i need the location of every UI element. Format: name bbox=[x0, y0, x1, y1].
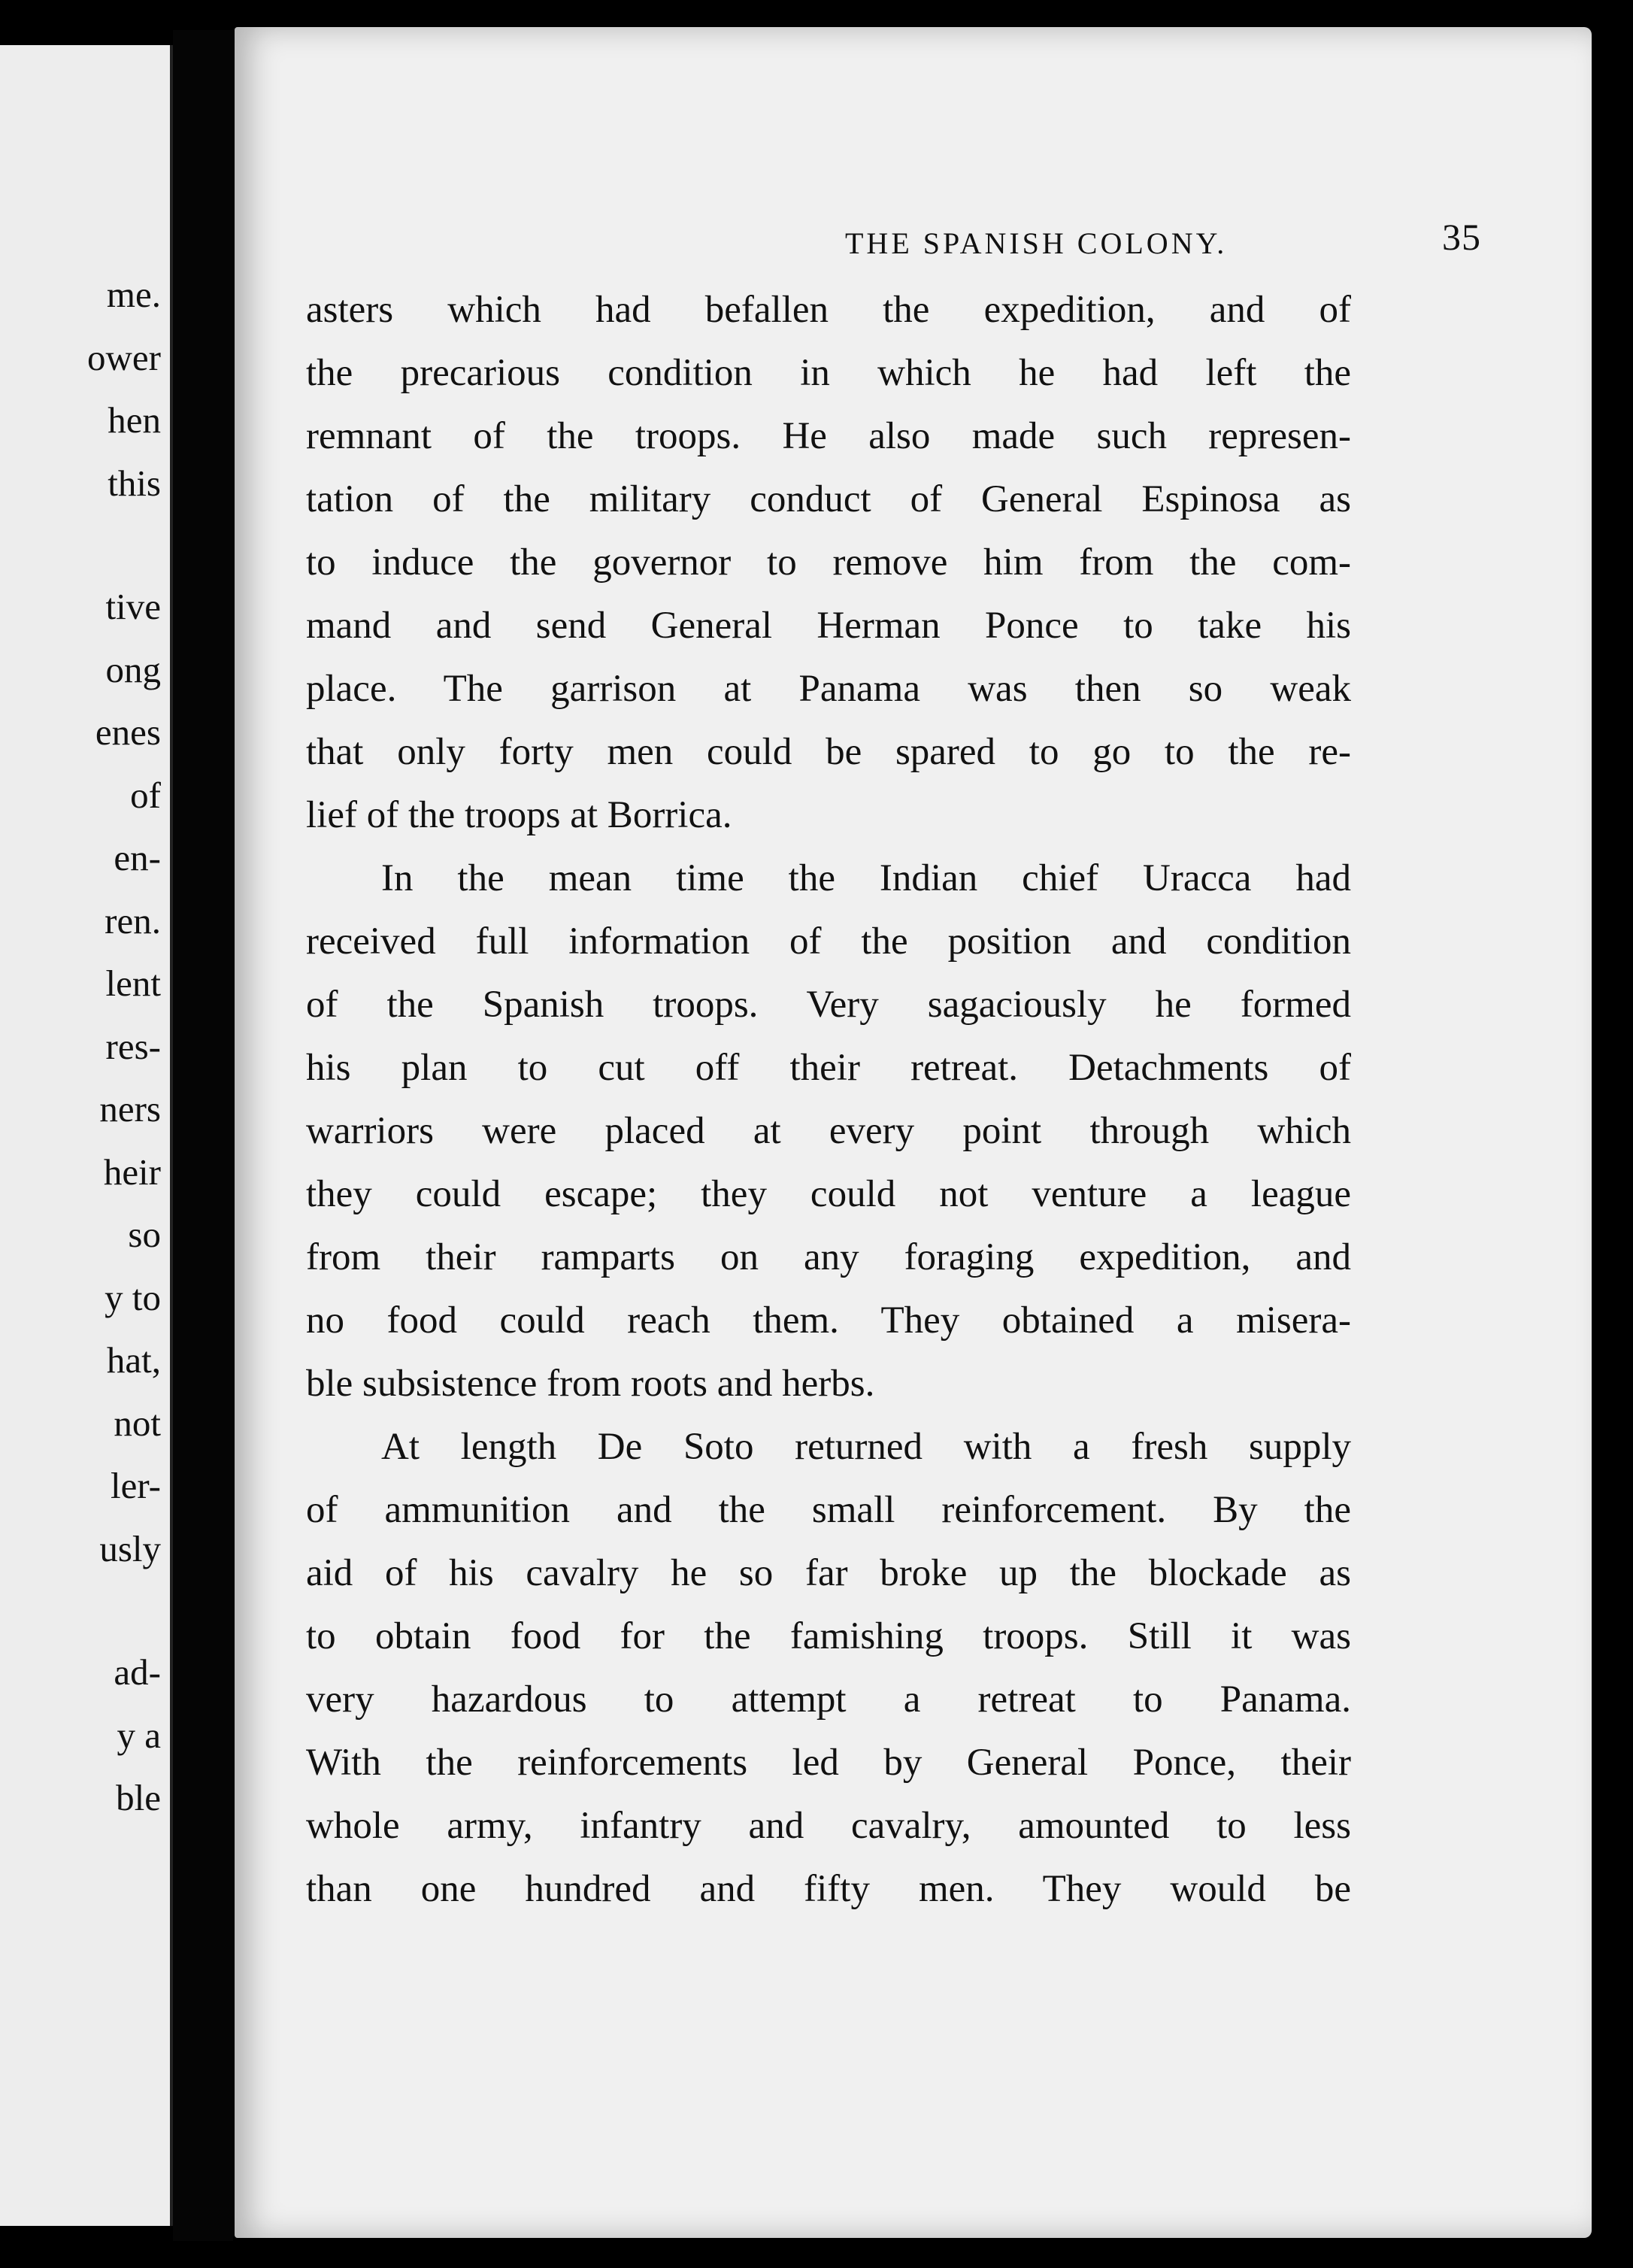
text-line: very hazardous to attempt a retreat to Panama. bbox=[306, 1678, 1351, 1721]
left-fragment: ad- bbox=[114, 1651, 161, 1693]
left-fragment-gap bbox=[0, 514, 161, 575]
text-line: the precarious condition in which he had left the bbox=[306, 352, 1351, 394]
left-fragment: hat, bbox=[106, 1339, 161, 1381]
text-line: of ammunition and the small reinforcement. By the bbox=[306, 1489, 1351, 1531]
left-fragment: of bbox=[130, 774, 161, 816]
text-line: from their ramparts on any foraging expedition, and bbox=[306, 1236, 1351, 1278]
text-line: to induce the governor to remove him from the com- bbox=[306, 541, 1351, 584]
left-fragment: ong bbox=[105, 648, 161, 690]
left-fragment: y a bbox=[117, 1714, 161, 1756]
left-fragment-gap bbox=[0, 1580, 161, 1641]
text-line: of the Spanish troops. Very sagaciously he formed bbox=[306, 984, 1351, 1026]
paragraph-3 bbox=[306, 1415, 1351, 1921]
left-page-line-fragments bbox=[0, 263, 161, 1830]
text-line: whole army, infantry and cavalry, amounted to less bbox=[306, 1805, 1351, 1847]
left-fragment: heir bbox=[103, 1151, 161, 1193]
text-line: no food could reach them. They obtained a misera- bbox=[306, 1299, 1351, 1342]
text-line: aid of his cavalry he so far broke up the blockade as bbox=[306, 1552, 1351, 1594]
book-gutter bbox=[173, 30, 233, 2241]
text-line: With the reinforcements led by General Ponce, their bbox=[306, 1742, 1351, 1784]
text-line: In the mean time the Indian chief Uracca had bbox=[381, 857, 1351, 899]
text-line: his plan to cut off their retreat. Detachments of bbox=[306, 1047, 1351, 1089]
paragraph-2 bbox=[306, 847, 1351, 1415]
text-line: tation of the military conduct of General Espinosa as bbox=[306, 478, 1351, 520]
left-fragment: lent bbox=[105, 963, 161, 1004]
text-line: mand and send General Herman Ponce to take his bbox=[306, 605, 1351, 647]
body-text bbox=[306, 278, 1351, 1921]
left-fragment: this bbox=[108, 462, 161, 504]
text-line: asters which had befallen the expedition, and of bbox=[306, 289, 1351, 331]
left-fragment: hen bbox=[108, 399, 161, 441]
left-fragment: me. bbox=[106, 274, 161, 315]
left-fragment: ower bbox=[87, 336, 161, 378]
left-fragment: ren. bbox=[105, 899, 161, 941]
left-fragment: not bbox=[114, 1402, 161, 1444]
left-fragment: res- bbox=[105, 1025, 161, 1067]
left-fragment: ler- bbox=[110, 1465, 161, 1506]
text-line: received full information of the position and condition bbox=[306, 920, 1351, 963]
text-line: lief of the troops at Borrica. bbox=[306, 794, 732, 836]
text-line: remnant of the troops. He also made such represen- bbox=[306, 415, 1351, 457]
left-fragment: ble bbox=[116, 1777, 161, 1818]
text-line: warriors were placed at every point through which bbox=[306, 1110, 1351, 1152]
left-fragment: usly bbox=[99, 1527, 161, 1569]
left-fragment: so bbox=[128, 1214, 161, 1255]
left-fragment: tive bbox=[105, 586, 161, 627]
text-line: that only forty men could be spared to go to the re- bbox=[306, 731, 1351, 773]
left-facing-page bbox=[0, 45, 173, 2226]
text-line: ble subsistence from roots and herbs. bbox=[306, 1363, 875, 1405]
text-line: place. The garrison at Panama was then so weak bbox=[306, 668, 1351, 710]
paragraph-1 bbox=[306, 278, 1351, 847]
text-line: to obtain food for the famishing troops. Still it was bbox=[306, 1615, 1351, 1657]
left-fragment: en- bbox=[114, 837, 161, 878]
left-fragment: enes bbox=[95, 711, 161, 753]
left-fragment: ners bbox=[99, 1088, 161, 1129]
running-head-title: THE SPANISH COLONY. bbox=[845, 226, 1228, 260]
left-fragment: y to bbox=[105, 1276, 161, 1318]
text-line: they could escape; they could not venture a league bbox=[306, 1173, 1351, 1215]
text-line: At length De Soto returned with a fresh supply bbox=[381, 1426, 1351, 1468]
text-line: than one hundred and fifty men. They would be bbox=[306, 1868, 1351, 1910]
page-number: 35 bbox=[1442, 216, 1481, 258]
